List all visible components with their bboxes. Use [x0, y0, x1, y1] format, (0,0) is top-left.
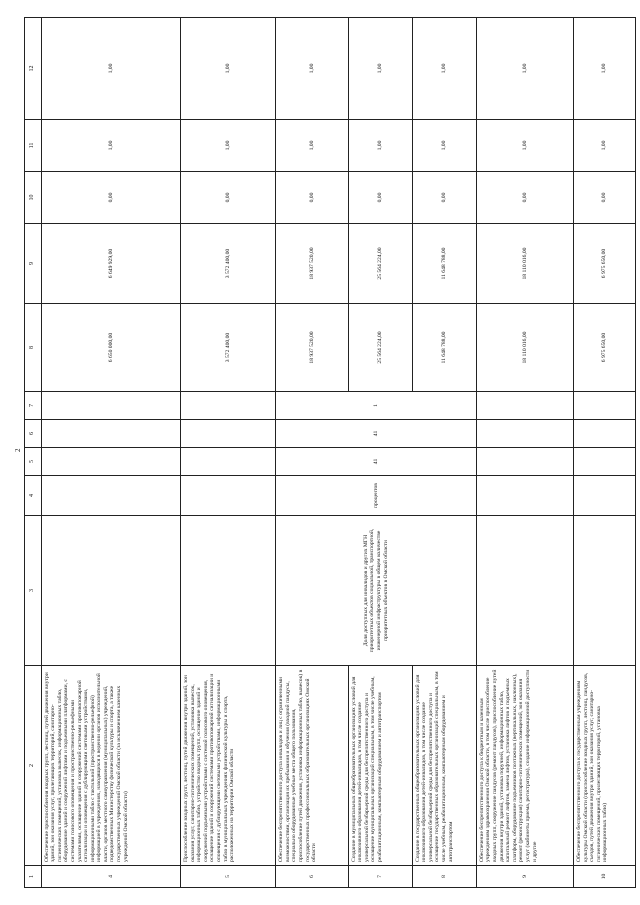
amount-other: 0,00	[181, 172, 276, 224]
indicator-name	[41, 516, 181, 666]
cell: 1	[276, 392, 477, 420]
col-header: 10	[25, 172, 42, 224]
rotated-landscape-page	[24, 18, 636, 888]
cell	[573, 448, 635, 476]
col-header: 4	[25, 476, 42, 516]
col-header: 3	[25, 516, 42, 666]
amount-planned: 6 975 650,00	[573, 304, 635, 392]
col-header: 2	[25, 666, 42, 866]
coefficient: 1,00	[41, 120, 181, 172]
coefficient: 1,00	[41, 18, 181, 120]
cell	[476, 392, 573, 420]
measure-description: Обеспечение беспрепятственного доступа к бюджетным и казенным учреждениям здравоохранения Омской области, в том числе приспособление входных групп, сооружение пандусов (ремонт пандусов), приспособление путей движения внутри зданий, установка поручней, информационных табло, капитальный ремонт лифтов, замена лифтов, установка лифтов и подъемных платформ, оборудование подъемников поэтажных (вертикальных, наклонных), ремонт (реконструкция) санитарно-гигиенических помещений, зон оказания услуг (кабинеты приема, регистратура), создание информационной доступности и другие	[476, 666, 573, 866]
amount-other: 0,00	[412, 172, 476, 224]
coefficient: 1,00	[476, 120, 573, 172]
coefficient: 1,00	[348, 18, 412, 120]
coefficient: 1,00	[276, 120, 348, 172]
row-number: 6	[276, 866, 348, 888]
measure-description: Создание в муниципальных общеобразовательных организациях условий для инклюзивного образования детей-инвалидов, в том числе создание универсальной безбарьерной среды для беспрепятственного доступа и оснащение муниципальных организаций специальным, в том числе учебным, реабилитационным, компьютерным оборудованием и автотранспортом	[348, 666, 412, 866]
cell: 41	[276, 448, 477, 476]
header-row	[25, 18, 42, 888]
amount-other: 0,00	[276, 172, 348, 224]
cell	[476, 448, 573, 476]
table-row	[181, 18, 276, 888]
page-number: 2	[14, 448, 22, 452]
row-number: 4	[41, 866, 181, 888]
amount-planned: 11 648 788,00	[412, 304, 476, 392]
measure-description: Обеспечение приспособления входных групп, лестниц, путей движения внутри зданий, зон оказания услуг, прилегающих территорий, санитарно-гигиенических помещений, установка вывесок, информационных табло, оборудование зданий и сооружений лифтами и подъемными платформами, с системами голосового оповещения и пространственно-рельефными указателями, оснащение зданий и сооружений системами противопожарной сигнализации и оповещения с дублирующими световыми устройствами, информационными табло с тактильной (пространственно-рельефной) информацией в учреждениях, находящихся в ведении органов исполнительной власти, органов местного самоуправления (муниципальных) учреждений, подведомственных Министерству физической культуры и спорта, а также государственных учреждений Омской области (за исключением казенных учреждений Омской области)	[41, 666, 181, 866]
amount-other: 0,00	[476, 172, 573, 224]
col-header: 8	[25, 304, 42, 392]
amount-actual: 25 564 224,00	[348, 224, 412, 304]
amount-other: 0,00	[348, 172, 412, 224]
amount-planned: 3 572 400,00	[181, 304, 276, 392]
amount-planned: 6 650 000,00	[41, 304, 181, 392]
indicator-name	[573, 516, 635, 666]
amount-actual: 6 975 650,00	[573, 224, 635, 304]
coefficient: 1,00	[348, 120, 412, 172]
table-row	[476, 18, 573, 888]
coefficient: 1,00	[412, 18, 476, 120]
amount-other: 0,00	[41, 172, 181, 224]
amount-other: 0,00	[573, 172, 635, 224]
col-header: 7	[25, 392, 42, 420]
col-header: 1	[25, 866, 42, 888]
cell	[181, 420, 276, 448]
row-number: 10	[573, 866, 635, 888]
row-number: 9	[476, 866, 573, 888]
col-header: 12	[25, 18, 42, 120]
table-row	[276, 18, 348, 888]
cell	[181, 448, 276, 476]
table-row	[573, 18, 635, 888]
amount-actual: 3 572 400,00	[181, 224, 276, 304]
col-header: 11	[25, 120, 42, 172]
unit	[573, 476, 635, 516]
cell	[573, 420, 635, 448]
col-header: 5	[25, 448, 42, 476]
row-number: 5	[181, 866, 276, 888]
coefficient: 1,00	[276, 18, 348, 120]
amount-actual: 11 648 788,00	[412, 224, 476, 304]
measure-description: Обеспечение беспрепятственного доступа к государственным учреждениям культуры Омской области (приспособление входных групп, лестниц, пандусов, съездов, путей движения внутри зданий, зон оказания услуг, санитарно-гигиенических помещений, прилегающих территорий, установка информационных табло)	[573, 666, 635, 866]
amount-actual: 18 937 520,00	[276, 224, 348, 304]
cell	[476, 420, 573, 448]
cell	[41, 448, 181, 476]
cell: 41	[276, 420, 477, 448]
cell	[181, 392, 276, 420]
amount-actual: 6 649 929,00	[41, 224, 181, 304]
col-header: 9	[25, 224, 42, 304]
amount-planned: 18 937 520,00	[276, 304, 348, 392]
coefficient: 1,00	[573, 18, 635, 120]
coefficient: 1,00	[181, 18, 276, 120]
row-number: 7	[348, 866, 412, 888]
coefficient: 1,00	[181, 120, 276, 172]
indicator-name	[476, 516, 573, 666]
measure-description: Создание в государственных общеобразовательных организациях условий для инклюзивного образования детей-инвалидов, в том числе создание универсальной безбарьерной среды для беспрепятственного доступа и оснащение государственных образовательных организаций специальным, в том числе учебным, реабилитационным, компьютерным оборудованием и автотранспортом	[412, 666, 476, 866]
coefficient: 1,00	[573, 120, 635, 172]
row-number: 8	[412, 866, 476, 888]
unit	[476, 476, 573, 516]
measure-description: Обеспечение беспрепятственного доступа инвалидов и лиц с ограниченными возможностями, организация их пребывания и обучения (входной пандусы, специально оборудованные учебные места общего пользования, приспособление путей движения, установка информационных табло, вывесок) в государственных профессиональных образовательных организациях Омской области	[276, 666, 348, 866]
coefficient: 1,00	[412, 120, 476, 172]
cell	[573, 392, 635, 420]
table-row	[41, 18, 181, 888]
indicator-name	[181, 516, 276, 666]
cell	[41, 392, 181, 420]
unit	[181, 476, 276, 516]
coefficient: 1,00	[476, 18, 573, 120]
amount-actual: 18 110 016,00	[476, 224, 573, 304]
unit	[41, 476, 181, 516]
cell	[41, 420, 181, 448]
indicator-name: Доля доступных для инвалидов и других МГН приоритетных объектов социальной, транспортной, инженерной инфраструктуры в общем количестве приоритетных объектов в Омской области	[276, 516, 477, 666]
col-header: 6	[25, 420, 42, 448]
unit: процентов	[276, 476, 477, 516]
measure-description: Приспособление входных групп, лестниц, путей движения внутри зданий, зон оказания услуг, санитарно-гигиенических помещений, установка вывесок, информационных табло, устройство входных групп, оснащение зданий и сооружений подъемными устройствами с системой голосового оповещения, оснащение зданий и сооружений системами противопожарной сигнализации и оповещения с дублирующими световыми устройствами, информационными табло в муниципальных учреждениях физической культуры и спорта, расположенных на территории Омской области	[181, 666, 276, 866]
measures-table	[24, 17, 636, 888]
amount-planned: 25 564 224,00	[348, 304, 412, 392]
amount-planned: 18 110 016,00	[476, 304, 573, 392]
